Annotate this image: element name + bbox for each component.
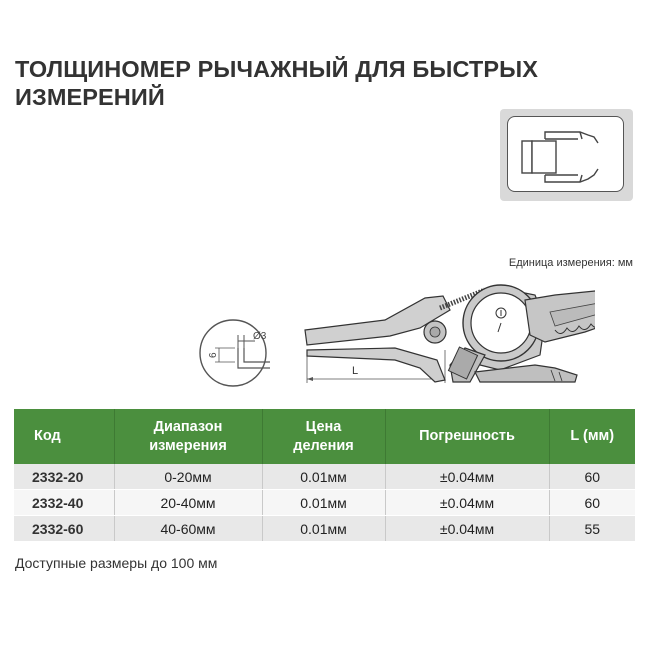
cell-division: 0.01мм bbox=[262, 490, 385, 516]
table-row bbox=[14, 490, 635, 516]
header-division-line2: деления bbox=[293, 437, 354, 454]
table-row bbox=[14, 464, 635, 490]
table-row bbox=[14, 516, 635, 542]
cell-code: 2332-40 bbox=[14, 490, 114, 516]
table-header-row bbox=[14, 409, 635, 464]
cell-accuracy: ±0.04мм bbox=[385, 490, 549, 516]
detail-diameter-label: Ø3 bbox=[253, 331, 267, 342]
cell-range: 0-20мм bbox=[114, 464, 262, 490]
header-accuracy: Погрешность bbox=[385, 409, 549, 464]
cell-accuracy: ±0.04мм bbox=[385, 464, 549, 490]
availability-note: Доступные размеры до 100 мм bbox=[15, 555, 218, 571]
header-range bbox=[114, 409, 262, 464]
detail-height-label: 6 bbox=[208, 352, 219, 358]
length-label: L bbox=[352, 365, 359, 377]
header-length: L (мм) bbox=[549, 409, 635, 464]
specification-table bbox=[14, 409, 635, 542]
header-range-line2: измерения bbox=[149, 437, 227, 454]
unit-note: Единица измерения: мм bbox=[508, 257, 633, 269]
gauge-handle bbox=[525, 290, 595, 342]
cell-code: 2332-20 bbox=[14, 464, 114, 490]
cell-range: 20-40мм bbox=[114, 490, 262, 516]
cell-accuracy: ±0.04мм bbox=[385, 516, 549, 542]
header-range-line1: Диапазон bbox=[153, 418, 223, 435]
tip-detail-circle bbox=[200, 320, 270, 386]
cell-division: 0.01мм bbox=[262, 464, 385, 490]
caliper-jaw-icon bbox=[508, 117, 622, 190]
thumbnail-frame bbox=[507, 116, 624, 192]
cell-division: 0.01мм bbox=[262, 516, 385, 542]
product-thumbnail[interactable] bbox=[500, 109, 633, 201]
header-division-line1: Цена bbox=[305, 418, 342, 435]
thickness-gauge-drawing bbox=[195, 270, 595, 395]
cell-length: 60 bbox=[549, 490, 635, 516]
header-code: Код bbox=[14, 409, 114, 464]
cell-range: 40-60мм bbox=[114, 516, 262, 542]
cell-length: 55 bbox=[549, 516, 635, 542]
cell-code: 2332-60 bbox=[14, 516, 114, 542]
product-title: ТОЛЩИНОМЕР РЫЧАЖНЫЙ ДЛЯ БЫСТРЫХ ИЗМЕРЕНИЙ bbox=[15, 56, 539, 110]
header-division bbox=[262, 409, 385, 464]
cell-length: 60 bbox=[549, 464, 635, 490]
